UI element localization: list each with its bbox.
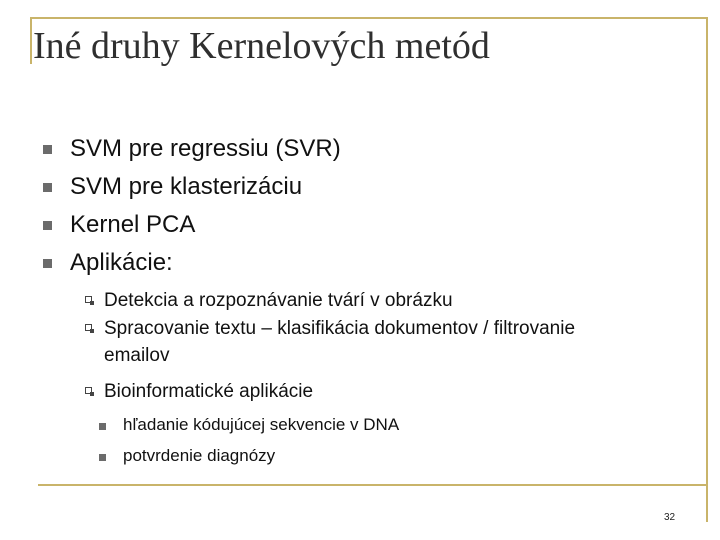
sub-bullet-bioinformatics: Bioinformatické aplikácie <box>104 381 314 402</box>
page-number: 32 <box>664 512 676 523</box>
bullet-kernel-pca: Kernel PCA <box>70 211 196 238</box>
checkbox-bullet-icon <box>85 296 92 303</box>
checkbox-bullet-icon <box>85 324 92 331</box>
sub-sub-bullet-dna: hľadanie kódujúcej sekvencie v DNA <box>123 415 400 434</box>
bullet-clustering: SVM pre klasterizáciu <box>70 173 303 200</box>
sub-bullet-text-processing: Spracovanie textu – klasifikácia dokumentov / filtrovanie <box>104 318 576 339</box>
bullet-square-icon <box>99 423 106 430</box>
sub-bullet-text-processing-cont: emailov <box>104 345 170 366</box>
bullet-square-icon <box>99 454 106 461</box>
bullet-square-icon <box>43 183 52 192</box>
bullet-applications: Aplikácie: <box>70 249 173 276</box>
bullet-square-icon <box>43 221 52 230</box>
checkbox-bullet-icon <box>85 387 92 394</box>
sub-bullet-face-detection: Detekcia a rozpoznávanie tvárí v obrázku <box>104 290 453 311</box>
slide-title: Iné druhy Kernelových metód <box>33 25 490 67</box>
sub-sub-bullet-diagnosis: potvrdenie diagnózy <box>123 446 276 465</box>
bullet-square-icon <box>43 259 52 268</box>
bullet-svr: SVM pre regressiu (SVR) <box>70 135 341 162</box>
bullet-square-icon <box>43 145 52 154</box>
